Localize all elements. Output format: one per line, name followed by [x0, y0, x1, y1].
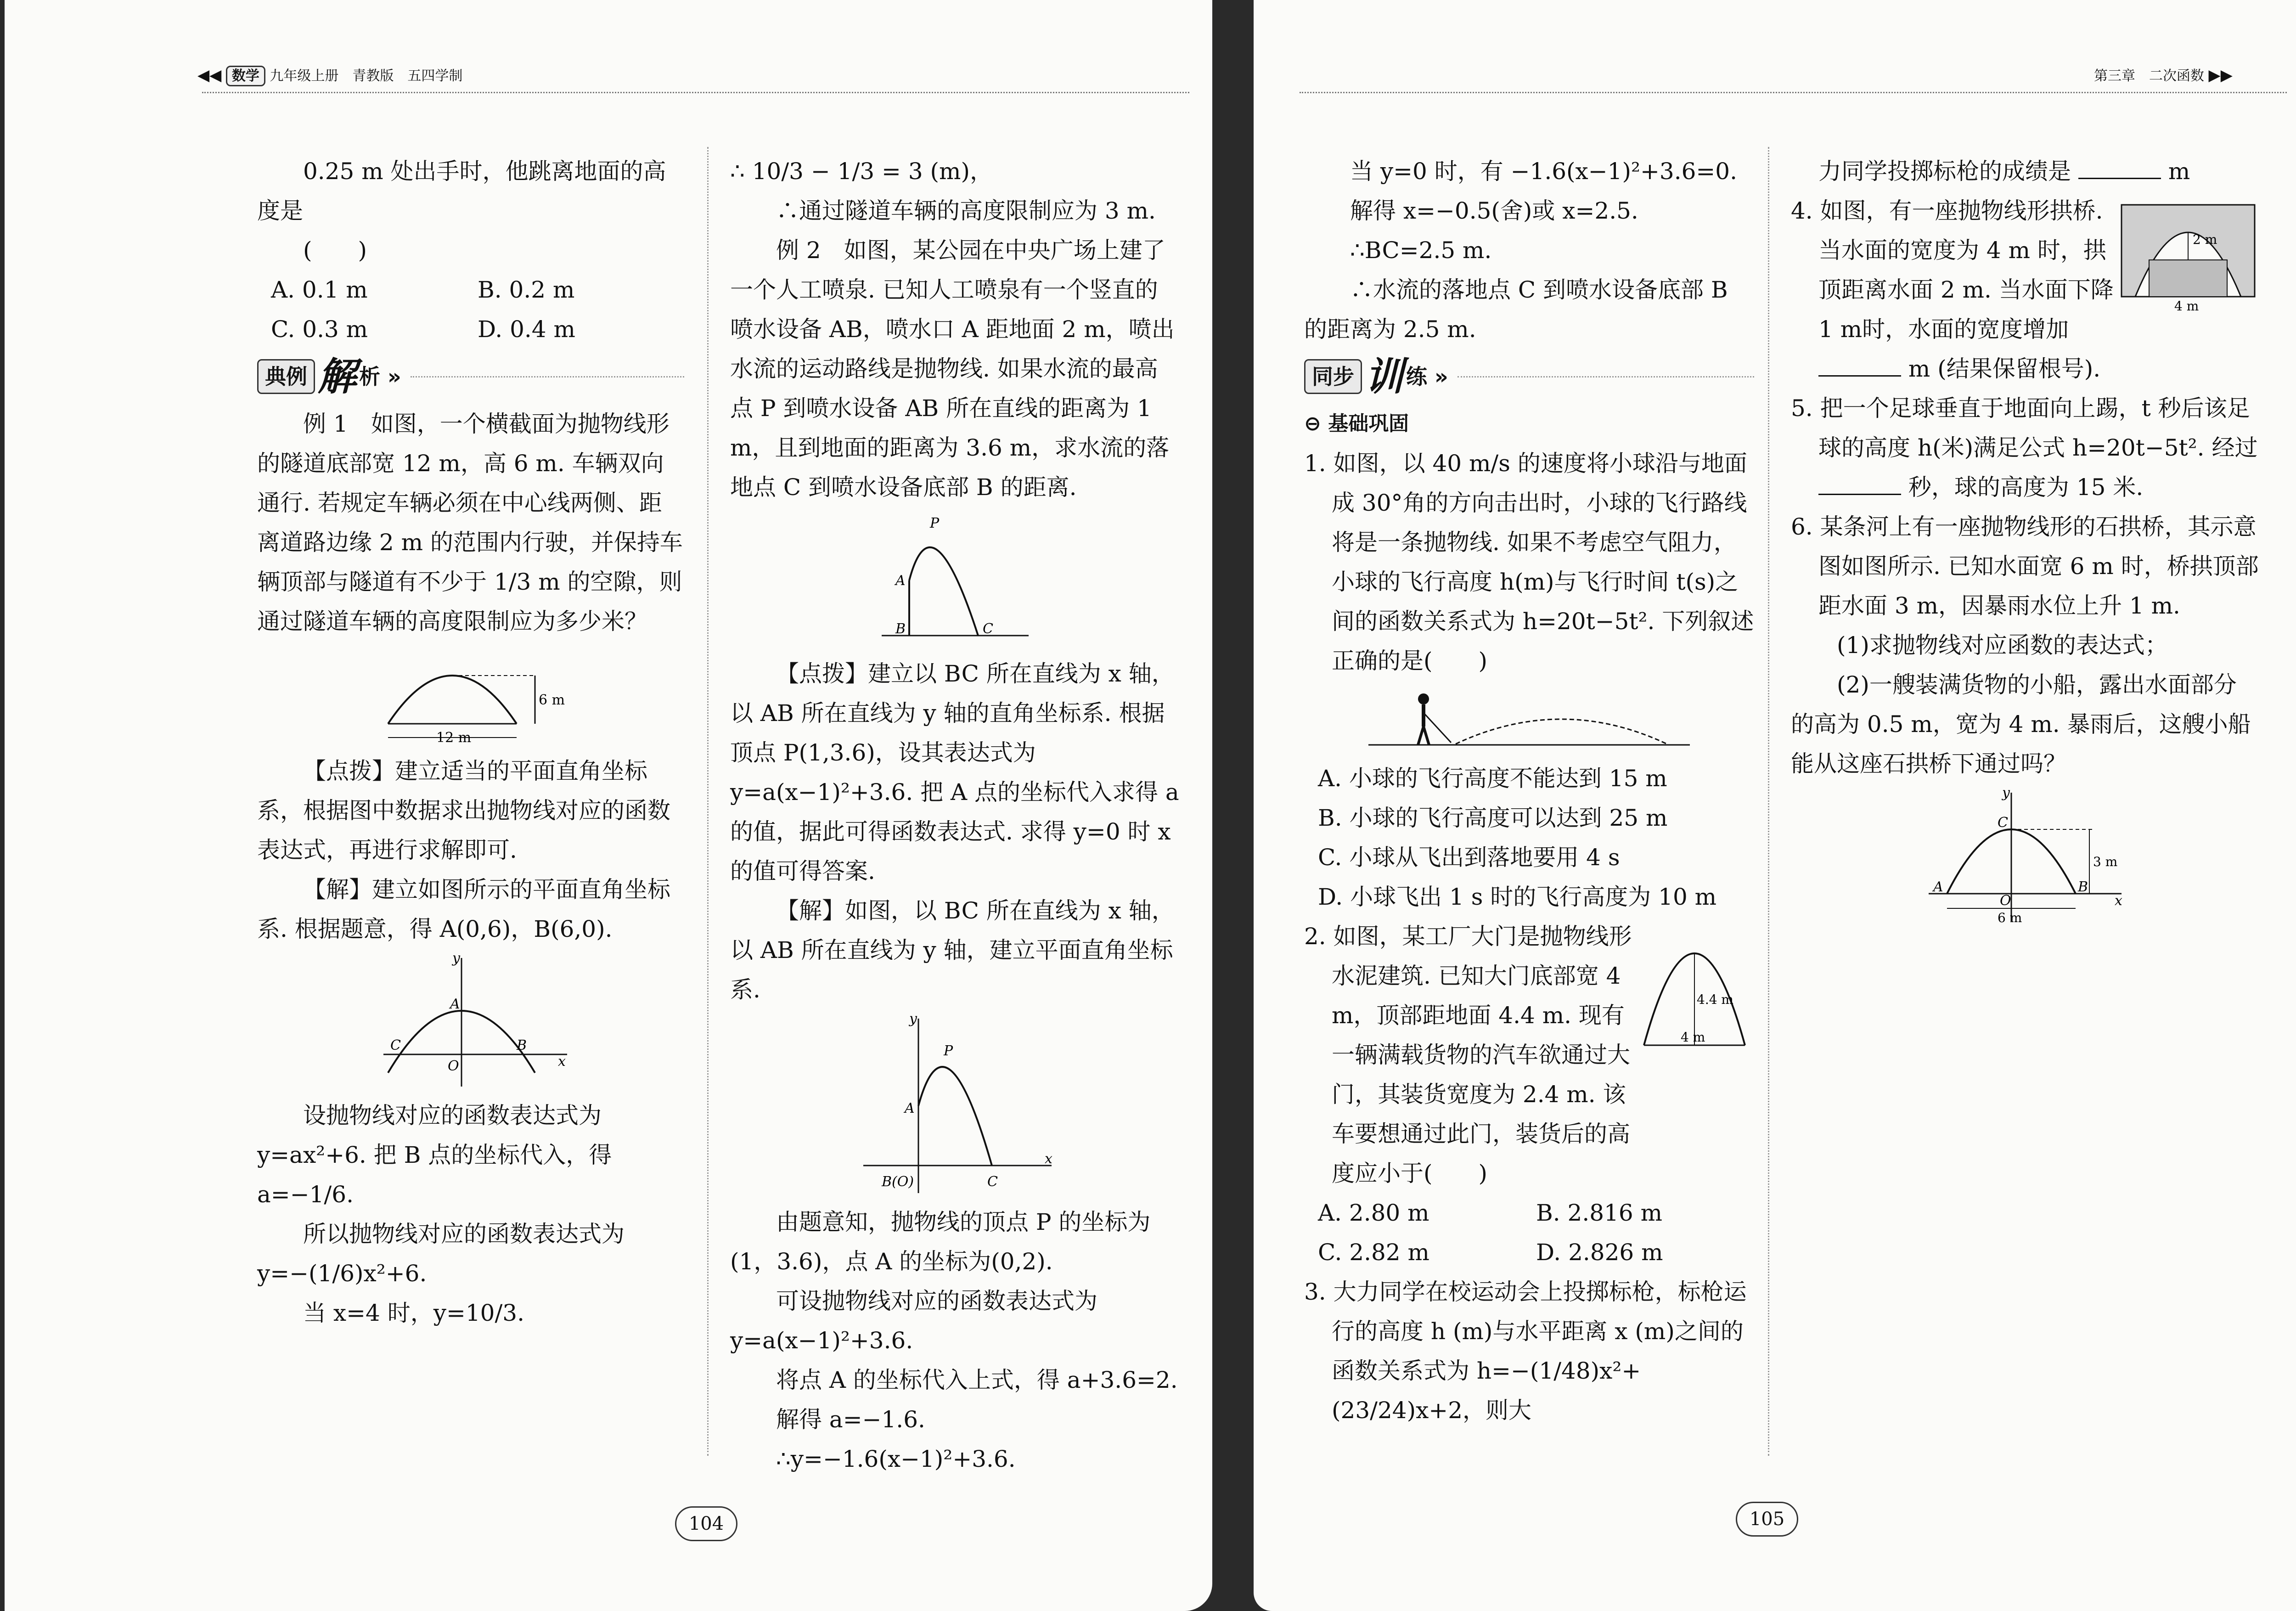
column-divider [1768, 147, 1769, 1456]
step-2: 所以抛物线对应的函数表达式为 y=−(1/6)x²+6. [257, 1221, 625, 1287]
section-sub: 析 » [359, 364, 401, 389]
q2-option-a: A. 2.80 m [1318, 1200, 1429, 1226]
point-a: A [450, 996, 460, 1012]
section-tag: 典例 [257, 359, 315, 394]
book-info: 九年级上册 青教版 五四学制 [270, 68, 463, 84]
question-6-part-2: (2)一艘装满货物的小船，露出水面部分的高为 0.5 m，宽为 4 m. 暴雨后，这艘小船能从这座石拱桥下通过吗？ [1791, 671, 2251, 777]
column-divider [707, 147, 709, 1456]
q1-options [1304, 759, 1754, 917]
option-a: A. 0.1 m [271, 276, 368, 303]
point-b: B [517, 1037, 527, 1053]
calc-line: ∴ 10/3 − 1/3 = 3 (m)， [730, 158, 993, 185]
bridge-height-label: 2 m [2193, 232, 2217, 247]
origin-o: O [2000, 893, 2011, 909]
question-6: 6. 某条河上有一座抛物线形的石拱桥，其示意图如图所示. 已知水面宽 6 m 时，桥拱顶部距水面 3 m，因暴雨水位上升 1 m. [1791, 513, 2259, 619]
bridge-width-label: 4 m [2174, 299, 2199, 314]
q-continued: 0.25 m 处出手时，他跳离地面的高度是 [257, 158, 666, 224]
step-1: 设抛物线对应的函数表达式为 y=ax²+6. 把 B 点的坐标代入，得 a=−1/6. [257, 1102, 612, 1208]
solution-1: 【解】建立如图所示的平面直角坐标系. 根据题意，得 A(0,6)，B(6,0). [257, 876, 670, 942]
q1-option-a: A. 小球的飞行高度不能达到 15 m [1318, 765, 1667, 792]
point-c: C [390, 1037, 401, 1053]
section-tag: 同步 [1304, 359, 1362, 394]
q1-option-b: B. 小球的飞行高度可以达到 25 m [1318, 805, 1668, 831]
gate-width-label: 4 m [1681, 1030, 1705, 1045]
arch-height-label: 3 m [2093, 854, 2118, 869]
coord-figure-2 [850, 1014, 1061, 1198]
answer-paren: ( ) [303, 237, 367, 264]
question-6-part-1: (1)求抛物线对应函数的表达式； [1837, 632, 2168, 659]
point-b: B [2078, 879, 2088, 895]
point-b: B [895, 621, 906, 637]
axis-x-label: x [1045, 1151, 1052, 1167]
q2-option-d: D. 2.826 m [1536, 1239, 1663, 1266]
back-arrows-icon: ◀◀ [197, 66, 222, 84]
origin-o: O [448, 1058, 459, 1074]
arch-figure [1919, 788, 2131, 926]
q5-text-end: 秒，球的高度为 15 米. [1908, 474, 2144, 501]
axis-y-label: y [909, 1014, 917, 1027]
basic-label: 基础巩固 [1328, 412, 1409, 435]
q2-option-b: B. 2.816 m [1536, 1200, 1662, 1226]
text-1: 由题意知，抛物线的顶点 P 的坐标为(1，3.6)，点 A 的坐标为(0,2). [730, 1209, 1151, 1275]
gate-height-label: 4.4 m [1697, 992, 1733, 1007]
left-header [197, 64, 462, 84]
hint-2: 【点拨】建立以 BC 所在直线为 x 轴，以 AB 所在直线为 y 轴的直角坐标系. 根据顶点 P(1,3.6)，设其表达式为 y=a(x−1)²+3.6. 把 A 点的坐标代入求得 a 的值，据此可得函数表达式. 求得 y=0 时 x 的值可得答案. [730, 660, 1179, 884]
forward-arrows-icon: ▶▶ [2208, 66, 2233, 84]
question-2: 2. 如图，某工厂大门是抛物线形水泥建筑. 已知大门底部宽 4 m，顶部距地面 4.4 m. 现有一辆满载货物的汽车欲通过大门，其装货宽度为 2.4 m. 该车要想通过此门，装货后的高度应小于( ) [1304, 923, 1632, 1187]
golfer-figure [1364, 685, 1694, 754]
page-number-right: 105 [1736, 1502, 1798, 1537]
example-2: 例 2 如图，某公园在中央广场上建了一个人工喷泉. 已知人工喷泉有一个竖直的喷水设备 AB，喷水口 A 距地面 2 m，喷出水流的运动路线是抛物线. 如果水流的最高点 P 到喷水设备 AB 所在直线的距离为 1 m，且到地面的距离为 3.6 m，求水流的落地点 C 到喷水设备底部 B 的距离. [730, 237, 1175, 501]
tunnel-width-label: 12 m [436, 730, 472, 746]
q3-text: 力同学投掷标枪的成绩是 [1818, 158, 2071, 185]
option-c: C. 0.3 m [271, 316, 368, 343]
option-b: B. 0.2 m [478, 276, 575, 303]
section-big-char: 训 [1365, 354, 1404, 399]
subject-badge: 数学 [226, 66, 265, 86]
header-rule [202, 92, 1189, 93]
section-sub: 练 » [1406, 364, 1448, 389]
q2-option-c: C. 2.82 m [1318, 1239, 1429, 1266]
right-column-1 [1304, 152, 1754, 1430]
section-heading-example [257, 354, 684, 400]
point-c: C [987, 1174, 998, 1190]
hint-1: 【点拨】建立适当的平面直角坐标系，根据图中数据求出抛物线对应的函数表达式，再进行求解即可. [257, 758, 670, 863]
right-page [1254, 0, 2296, 1611]
chapter-title: 第三章 二次函数 [2094, 68, 2204, 84]
point-p: P [944, 1043, 953, 1059]
q2-block [1304, 917, 1754, 1193]
q4-answer-blank[interactable] [1818, 352, 1901, 377]
question-5 [1791, 389, 2259, 507]
point-a: A [895, 573, 906, 589]
axis-y-label: y [2002, 788, 2010, 801]
bridge-figure [2117, 200, 2259, 315]
gate-figure [1635, 921, 1754, 1054]
step-3: 当 x=4 时，y=10/3. [303, 1300, 525, 1326]
q5-text: 5. 把一个足球垂直于地面向上踢，t 秒后该足球的高度 h(米)满足公式 h=20t−5t². 经过 [1791, 395, 2258, 461]
question-3-continued [1791, 152, 2259, 191]
axis-y-label: y [452, 953, 460, 966]
question-1: 1. 如图，以 40 m/s 的速度将小球沿与地面成 30°角的方向击出时，小球的飞行路线将是一条抛物线. 如果不考虑空气阻力，小球的飞行高度 h(m)与飞行时间 t(s)之间的函数关系式为 h=20t−5t². 下列叙述正确的是( ) [1304, 450, 1754, 674]
axis-x-label: x [2115, 893, 2122, 909]
arch-width-label: 6 m [1998, 910, 2022, 925]
point-a: A [1933, 879, 1943, 895]
fountain-figure [872, 512, 1038, 649]
page-number-left: 104 [675, 1506, 737, 1541]
result-3: ∴BC=2.5 m. [1350, 237, 1492, 264]
result-2: 解得 x=−0.5(舍)或 x=2.5. [1350, 197, 1638, 224]
text-3: 将点 A 的坐标代入上式，得 a+3.6=2. [776, 1367, 1178, 1393]
result-4: ∴水流的落地点 C 到喷水设备底部 B 的距离为 2.5 m. [1304, 276, 1728, 343]
point-a: A [905, 1100, 915, 1116]
text-2: 可设抛物线对应的函数表达式为 y=a(x−1)²+3.6. [730, 1288, 1097, 1354]
q4-block [1791, 191, 2259, 389]
header-rule [1300, 92, 2287, 93]
q4-text: 4. 如图，有一座抛物线形拱桥. 当水面的宽度为 4 m 时，拱顶距离水面 2 m. 当水面下降 1 m时，水面的宽度增加 [1791, 197, 2114, 343]
basic-heading [1304, 404, 1754, 444]
left-column-2 [730, 152, 1180, 1479]
tunnel-figure [370, 646, 572, 747]
axis-x-label: x [558, 1053, 566, 1070]
q4-unit: m [1908, 355, 1930, 382]
result-1: 当 y=0 时，有 −1.6(x−1)²+3.6=0. [1350, 158, 1738, 185]
q3-unit: m [2168, 158, 2190, 185]
point-c: C [983, 621, 993, 637]
option-d: D. 0.4 m [478, 316, 575, 343]
right-column-2 [1791, 152, 2259, 930]
question-4 [1791, 191, 2117, 389]
q1-option-c: C. 小球从飞出到落地要用 4 s [1318, 844, 1620, 871]
example-1: 例 1 如图，一个横截面为抛物线形的隧道底部宽 12 m，高 6 m. 车辆双向通行. 若规定车辆必须在中心线两侧、距离道路边缘 2 m 的范围内行驶，并保持车辆顶部与隧道有不少于 1/3 m 的空隙，则通过隧道车辆的高度限制应为多少米？ [257, 411, 683, 635]
point-c: C [1998, 815, 2008, 831]
section-heading-practice [1304, 354, 1754, 400]
solution-2: 【解】如图，以 BC 所在直线为 x 轴，以 AB 所在直线为 y 轴，建立平面直角坐标系. [730, 897, 1175, 1003]
point-bo: B(O) [882, 1174, 914, 1190]
coord-figure-1 [370, 953, 572, 1091]
q1-option-d: D. 小球飞出 1 s 时的飞行高度为 10 m [1318, 884, 1717, 910]
conclusion-1: ∴通过隧道车辆的高度限制应为 3 m. [776, 197, 1156, 224]
q2-options [1304, 1193, 1754, 1272]
question-3: 3. 大力同学在校运动会上投掷标枪，标枪运行的高度 h (m)与水平距离 x (m)之间的函数关系式为 h=−(1/48)x²+(23/24)x+2，则大 [1304, 1279, 1747, 1424]
q4-note: (结果保留根号). [1937, 355, 2101, 382]
left-page [5, 0, 1212, 1611]
left-column-1 [257, 152, 684, 1333]
section-rule [411, 376, 684, 377]
text-5: ∴y=−1.6(x−1)²+3.6. [776, 1446, 1016, 1472]
q5-answer-blank[interactable] [1818, 471, 1901, 495]
q3-answer-blank[interactable] [2078, 155, 2161, 179]
section-rule [1458, 376, 1754, 377]
section-big-char: 解 [318, 354, 357, 399]
circle-arrow-icon: ⊖ [1304, 412, 1328, 435]
tunnel-height-label: 6 m [539, 692, 565, 708]
right-header [2094, 64, 2233, 84]
point-p: P [930, 515, 940, 531]
text-4: 解得 a=−1.6. [776, 1406, 925, 1433]
options [257, 270, 684, 349]
